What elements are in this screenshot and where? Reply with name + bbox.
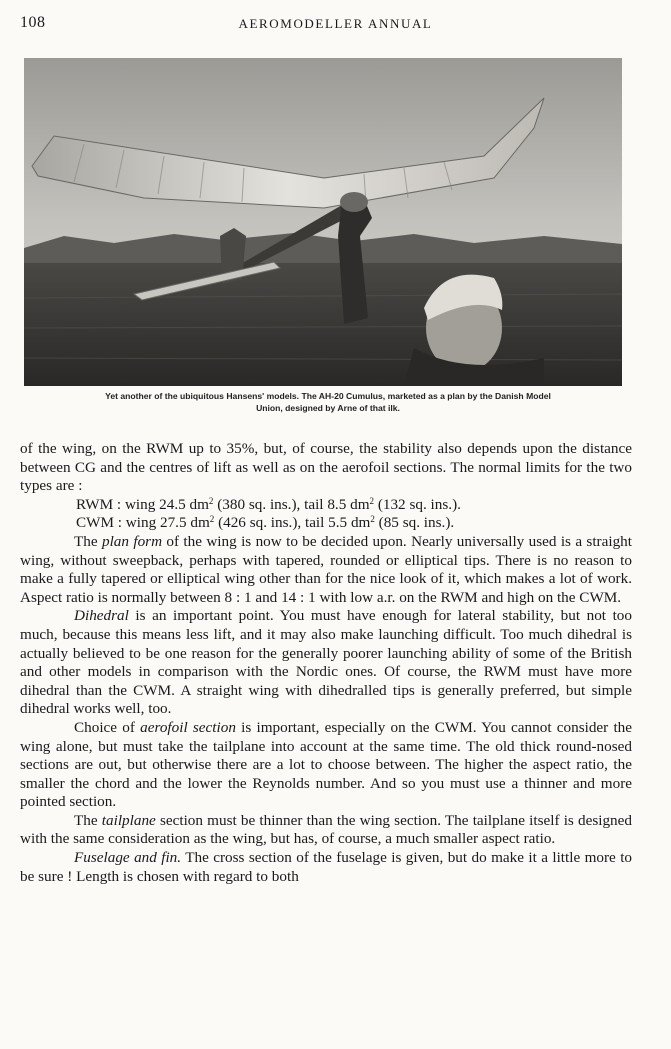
running-head: AEROMODELLER ANNUAL (238, 16, 433, 31)
caption-line-1: Yet another of the ubiquitous Hansens' models. The AH-20 Cumulus, marketed as a plan by the Danish Model (105, 391, 551, 401)
paragraph-plan-form: The plan form of the wing is now to be decided upon. Nearly universally used is a straight wing, without sweepback, perhaps with tapered, rounded or elliptical tips. There is no reason to make a fully tapered or elliptical wing other than for the nice look of it, which makes a lot of work. Aspect ratio is normally between 8 : 1 and 14 : 1 with low a.r. on the RWM and high on the CWM. (20, 532, 632, 606)
limit-cwm: CWM : wing 27.5 $dm^2$ (426 sq. ins.), tail 5.5 $dm^2$ (85 sq. ins.). (76, 514, 455, 532)
photo-caption (22, 390, 634, 414)
paragraph-aerofoil-section: Choice of aerofoil section is important, especially on the CWM. You cannot consider the wing alone, but must take the tailplane into account at the same time. The old thick round-nosed sections are out, but otherwise there are a lot to choose between. The higher the aspect ratio, the smaller the chord and the lower the Reynolds number. And so you must use a thinner and more pointed section. (20, 718, 633, 811)
paragraph-wing-loading: of the wing, on the RWM up to 35%, but, of course, the stability also depends upon the distance between CG and the centres of lift as well as on the aerofoil sections. The normal limits for the two types are : (20, 440, 632, 495)
paragraph-dihedral: Dihedral is an important point. You must have enough for lateral stability, but not too much, because this means less lift, and it may also make launching difficult. Too much dihedral is actually believed to be one reason for the generally poorer launching ability of some of the British and other models in comparison with the Nordic ones. Of course, the RWM must have more dihedral than the CWM. A straight wing with dihedralled tips is generally preferred, but simple dihedral works well, too. (20, 607, 632, 718)
caption-line-2: Union, designed by Arne of that ilk. (256, 403, 400, 413)
paragraph-tailplane: The tailplane section must be thinner than the wing section. The tailplane itself is designed with the same consideration as the wing, but has, of course, a much smaller aspect ratio. (20, 811, 632, 848)
limit-rwm: RWM : wing 24.5 $dm^2$ (380 sq. ins.), tail 8.5 $dm^2$ (132 sq. ins.). (76, 495, 461, 513)
photograph-model-glider (24, 58, 622, 386)
paragraph-fuselage-fin: Fuselage and fin. The cross section of the fuselage is given, but do make it a little more to be sure ! Length is chosen with regard to both (20, 849, 633, 885)
page-number: 108 (20, 14, 46, 31)
article-body (20, 440, 632, 886)
